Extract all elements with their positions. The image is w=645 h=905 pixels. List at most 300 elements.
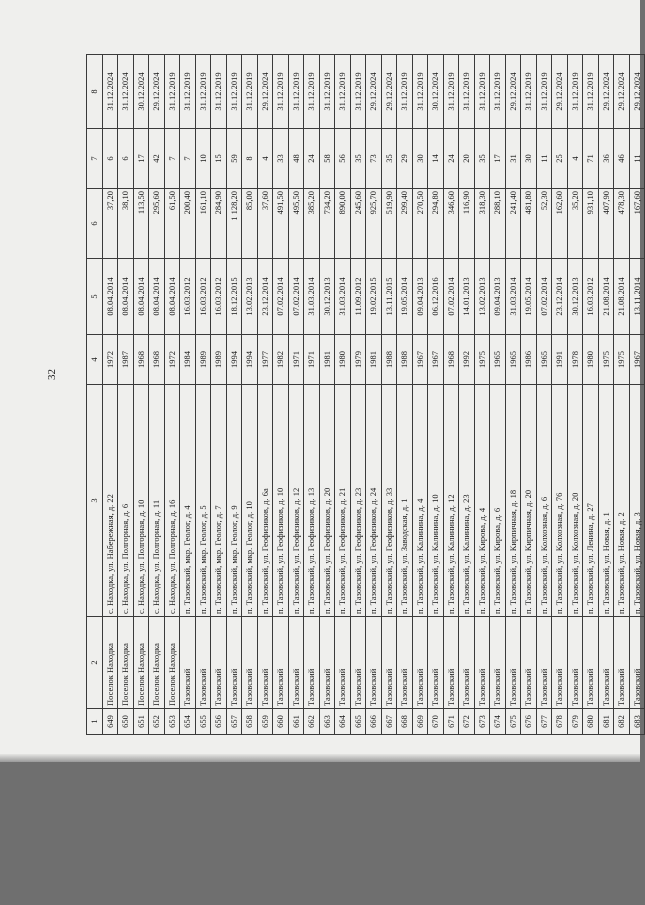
area-cell: 299,40 bbox=[397, 189, 413, 259]
settlement-cell: Тазовский bbox=[567, 617, 583, 709]
residents-cell: 14 bbox=[428, 129, 444, 189]
table-row bbox=[397, 55, 413, 735]
residents-cell: 4 bbox=[257, 129, 273, 189]
address-cell: п. Тазовский, ул. Геофизиков, д. 10 bbox=[273, 385, 289, 617]
address-cell: п. Тазовский, ул. Геофизиков, д. 20 bbox=[319, 385, 335, 617]
residents-cell: 59 bbox=[226, 129, 242, 189]
row-number-cell: 675 bbox=[505, 709, 521, 735]
row-number-cell: 664 bbox=[335, 709, 351, 735]
settlement-cell: Тазовский bbox=[536, 617, 552, 709]
build-year-cell: 1975 bbox=[598, 335, 614, 385]
row-number-cell: 654 bbox=[180, 709, 196, 735]
address-cell: п. Тазовский, ул. Калинина, д. 12 bbox=[443, 385, 459, 617]
area-cell: 519,90 bbox=[381, 189, 397, 259]
settlement-cell: Тазовский bbox=[490, 617, 506, 709]
deadline-cell: 31.12.2019 bbox=[304, 55, 320, 129]
build-year-cell: 1965 bbox=[490, 335, 506, 385]
table-row bbox=[102, 55, 118, 735]
row-number-cell: 672 bbox=[459, 709, 475, 735]
row-number-cell: 676 bbox=[521, 709, 537, 735]
row-number-cell: 650 bbox=[118, 709, 134, 735]
row-number-cell: 681 bbox=[598, 709, 614, 735]
deadline-cell: 31.12.2019 bbox=[180, 55, 196, 129]
build-year-cell: 1988 bbox=[381, 335, 397, 385]
row-number-cell: 667 bbox=[381, 709, 397, 735]
address-cell: п. Тазовский, ул. Калинина, д. 23 bbox=[459, 385, 475, 617]
row-number-cell: 678 bbox=[552, 709, 568, 735]
residents-cell: 35 bbox=[350, 129, 366, 189]
area-cell: 931,10 bbox=[583, 189, 599, 259]
build-year-cell: 1981 bbox=[366, 335, 382, 385]
residents-cell: 11 bbox=[629, 129, 645, 189]
area-cell: 481,80 bbox=[521, 189, 537, 259]
settlement-cell: Тазовский bbox=[505, 617, 521, 709]
row-number-cell: 668 bbox=[397, 709, 413, 735]
deadline-cell: 31.12.2019 bbox=[521, 55, 537, 129]
residents-cell: 10 bbox=[195, 129, 211, 189]
date-cell: 07.02.2014 bbox=[443, 259, 459, 335]
settlement-cell: Тазовский bbox=[273, 617, 289, 709]
deadline-cell: 31.12.2019 bbox=[490, 55, 506, 129]
residents-cell: 4 bbox=[567, 129, 583, 189]
address-cell: п. Тазовский, ул. Калинина, д. 10 bbox=[428, 385, 444, 617]
header-cell: 2 bbox=[87, 617, 103, 709]
table-row bbox=[490, 55, 506, 735]
residents-cell: 7 bbox=[164, 129, 180, 189]
address-cell: п. Тазовский, мкр. Геолог, д. 4 bbox=[180, 385, 196, 617]
residents-cell: 6 bbox=[118, 129, 134, 189]
residents-cell: 35 bbox=[474, 129, 490, 189]
date-cell: 07.02.2014 bbox=[273, 259, 289, 335]
table-row bbox=[319, 55, 335, 735]
settlement-cell: Тазовский bbox=[226, 617, 242, 709]
address-cell: п. Тазовский, ул. Кирова, д. 4 bbox=[474, 385, 490, 617]
build-year-cell: 1971 bbox=[304, 335, 320, 385]
table-row bbox=[598, 55, 614, 735]
table-row bbox=[567, 55, 583, 735]
row-number-cell: 662 bbox=[304, 709, 320, 735]
date-cell: 08.04.2014 bbox=[118, 259, 134, 335]
area-cell: 734,20 bbox=[319, 189, 335, 259]
row-number-cell: 683 bbox=[629, 709, 645, 735]
table-row bbox=[381, 55, 397, 735]
deadline-cell: 31.12.2019 bbox=[536, 55, 552, 129]
settlement-cell: Поселок Находка bbox=[149, 617, 165, 709]
deadline-cell: 29.12.2024 bbox=[614, 55, 630, 129]
table-row bbox=[583, 55, 599, 735]
deadline-cell: 29.12.2024 bbox=[629, 55, 645, 129]
settlement-cell: Тазовский bbox=[381, 617, 397, 709]
residents-cell: 25 bbox=[552, 129, 568, 189]
build-year-cell: 1992 bbox=[459, 335, 475, 385]
table-row bbox=[242, 55, 258, 735]
build-year-cell: 1967 bbox=[412, 335, 428, 385]
residents-cell: 30 bbox=[412, 129, 428, 189]
area-cell: 61,50 bbox=[164, 189, 180, 259]
settlement-cell: Тазовский bbox=[412, 617, 428, 709]
settlement-cell: Тазовский bbox=[598, 617, 614, 709]
table-row bbox=[195, 55, 211, 735]
address-cell: п. Тазовский, ул. Кирова, д. 6 bbox=[490, 385, 506, 617]
residents-cell: 71 bbox=[583, 129, 599, 189]
build-year-cell: 1967 bbox=[629, 335, 645, 385]
residents-cell: 36 bbox=[598, 129, 614, 189]
area-cell: 162,60 bbox=[552, 189, 568, 259]
row-number-cell: 677 bbox=[536, 709, 552, 735]
area-cell: 245,60 bbox=[350, 189, 366, 259]
residents-cell: 30 bbox=[521, 129, 537, 189]
build-year-cell: 1972 bbox=[102, 335, 118, 385]
deadline-cell: 29.12.2024 bbox=[552, 55, 568, 129]
row-number-cell: 660 bbox=[273, 709, 289, 735]
residents-cell: 17 bbox=[490, 129, 506, 189]
date-cell: 18.12.2015 bbox=[226, 259, 242, 335]
address-cell: п. Тазовский, мкр. Геолог, д. 7 bbox=[211, 385, 227, 617]
address-cell: п. Тазовский, ул. Новая, д. 1 bbox=[598, 385, 614, 617]
table-body bbox=[87, 55, 645, 735]
table-row bbox=[350, 55, 366, 735]
settlement-cell: Тазовский bbox=[474, 617, 490, 709]
build-year-cell: 1979 bbox=[350, 335, 366, 385]
settlement-cell: Тазовский bbox=[242, 617, 258, 709]
row-number-cell: 652 bbox=[149, 709, 165, 735]
table-row bbox=[133, 55, 149, 735]
build-year-cell: 1965 bbox=[536, 335, 552, 385]
address-cell: с. Находка, ул. Полгорная, д. 16 bbox=[164, 385, 180, 617]
settlement-cell: Поселок Находка bbox=[164, 617, 180, 709]
row-number-cell: 659 bbox=[257, 709, 273, 735]
residents-cell: 17 bbox=[133, 129, 149, 189]
address-cell: п. Тазовский, ул. Колхозная, д. 6 bbox=[536, 385, 552, 617]
address-cell: п. Тазовский, ул. Геофизиков, д. 13 bbox=[304, 385, 320, 617]
deadline-cell: 31.12.2019 bbox=[459, 55, 475, 129]
date-cell: 19.05.2014 bbox=[397, 259, 413, 335]
table-row bbox=[474, 55, 490, 735]
build-year-cell: 1968 bbox=[443, 335, 459, 385]
row-number-cell: 680 bbox=[583, 709, 599, 735]
build-year-cell: 1982 bbox=[273, 335, 289, 385]
address-cell: п. Тазовский, мкр. Геолог, д. 9 bbox=[226, 385, 242, 617]
area-cell: 161,10 bbox=[195, 189, 211, 259]
header-cell: 4 bbox=[87, 335, 103, 385]
build-year-cell: 1980 bbox=[335, 335, 351, 385]
area-cell: 52,30 bbox=[536, 189, 552, 259]
address-cell: с. Находка, ул. Полгорная, д. 11 bbox=[149, 385, 165, 617]
table-row bbox=[366, 55, 382, 735]
date-cell: 31.03.2014 bbox=[505, 259, 521, 335]
row-number-cell: 657 bbox=[226, 709, 242, 735]
build-year-cell: 1989 bbox=[195, 335, 211, 385]
date-cell: 08.04.2014 bbox=[133, 259, 149, 335]
build-year-cell: 1984 bbox=[180, 335, 196, 385]
address-cell: с. Находка, ул. Полгорная, д. 6 bbox=[118, 385, 134, 617]
date-cell: 13.02.2013 bbox=[474, 259, 490, 335]
deadline-cell: 29.12.2024 bbox=[381, 55, 397, 129]
date-cell: 21.08.2014 bbox=[598, 259, 614, 335]
residents-cell: 33 bbox=[273, 129, 289, 189]
date-cell: 31.03.2014 bbox=[304, 259, 320, 335]
row-number-cell: 670 bbox=[428, 709, 444, 735]
date-cell: 21.08.2014 bbox=[614, 259, 630, 335]
address-cell: п. Тазовский, ул. Новая, д. 3 bbox=[629, 385, 645, 617]
address-cell: п. Тазовский, ул. Геофизиков, д. 33 bbox=[381, 385, 397, 617]
deadline-cell: 31.12.2019 bbox=[195, 55, 211, 129]
row-number-cell: 671 bbox=[443, 709, 459, 735]
area-cell: 407,90 bbox=[598, 189, 614, 259]
area-cell: 294,80 bbox=[428, 189, 444, 259]
page-number: 32 bbox=[46, 369, 58, 380]
build-year-cell: 1968 bbox=[149, 335, 165, 385]
settlement-cell: Тазовский bbox=[195, 617, 211, 709]
settlement-cell: Тазовский bbox=[443, 617, 459, 709]
settlement-cell: Тазовский bbox=[335, 617, 351, 709]
address-cell: п. Тазовский, ул. Геофизиков, д. 6а bbox=[257, 385, 273, 617]
table-row bbox=[118, 55, 134, 735]
deadline-cell: 29.12.2024 bbox=[257, 55, 273, 129]
residents-cell: 42 bbox=[149, 129, 165, 189]
row-number-cell: 663 bbox=[319, 709, 335, 735]
deadline-cell: 30.12.2024 bbox=[428, 55, 444, 129]
deadline-cell: 31.12.2019 bbox=[288, 55, 304, 129]
settlement-cell: Тазовский bbox=[428, 617, 444, 709]
row-number-cell: 666 bbox=[366, 709, 382, 735]
address-cell: п. Тазовский, ул. Кирпичная, д. 18 bbox=[505, 385, 521, 617]
build-year-cell: 1971 bbox=[288, 335, 304, 385]
residents-cell: 20 bbox=[459, 129, 475, 189]
date-cell: 16.03.2012 bbox=[211, 259, 227, 335]
area-cell: 385,20 bbox=[304, 189, 320, 259]
deadline-cell: 31.12.2019 bbox=[226, 55, 242, 129]
build-year-cell: 1975 bbox=[474, 335, 490, 385]
header-row bbox=[87, 55, 103, 735]
date-cell: 19.05.2014 bbox=[521, 259, 537, 335]
table-row bbox=[552, 55, 568, 735]
deadline-cell: 30.12.2024 bbox=[133, 55, 149, 129]
residents-cell: 7 bbox=[180, 129, 196, 189]
residents-cell: 31 bbox=[505, 129, 521, 189]
date-cell: 09.04.2013 bbox=[412, 259, 428, 335]
settlement-cell: Тазовский bbox=[397, 617, 413, 709]
date-cell: 07.02.2014 bbox=[288, 259, 304, 335]
date-cell: 09.04.2013 bbox=[490, 259, 506, 335]
table-row bbox=[304, 55, 320, 735]
address-cell: с. Находка, ул. Полгорная, д. 10 bbox=[133, 385, 149, 617]
address-cell: п. Тазовский, мкр. Геолог, д. 10 bbox=[242, 385, 258, 617]
date-cell: 14.01.2013 bbox=[459, 259, 475, 335]
build-year-cell: 1994 bbox=[242, 335, 258, 385]
deadline-cell: 31.12.2024 bbox=[102, 55, 118, 129]
settlement-cell: Тазовский bbox=[319, 617, 335, 709]
build-year-cell: 1972 bbox=[164, 335, 180, 385]
build-year-cell: 1975 bbox=[614, 335, 630, 385]
residents-cell: 48 bbox=[288, 129, 304, 189]
table-row bbox=[149, 55, 165, 735]
deadline-cell: 31.12.2019 bbox=[567, 55, 583, 129]
settlement-cell: Тазовский bbox=[211, 617, 227, 709]
build-year-cell: 1989 bbox=[211, 335, 227, 385]
area-cell: 35,20 bbox=[567, 189, 583, 259]
deadline-cell: 31.12.2019 bbox=[335, 55, 351, 129]
address-cell: п. Тазовский, ул. Геофизиков, д. 23 bbox=[350, 385, 366, 617]
row-number-cell: 653 bbox=[164, 709, 180, 735]
table-row bbox=[629, 55, 645, 735]
deadline-cell: 31.12.2019 bbox=[443, 55, 459, 129]
table-row bbox=[505, 55, 521, 735]
deadline-cell: 31.12.2019 bbox=[474, 55, 490, 129]
address-cell: п. Тазовский, мкр. Геолог, д. 5 bbox=[195, 385, 211, 617]
row-number-cell: 651 bbox=[133, 709, 149, 735]
date-cell: 08.04.2014 bbox=[102, 259, 118, 335]
build-year-cell: 1988 bbox=[397, 335, 413, 385]
deadline-cell: 29.12.2024 bbox=[598, 55, 614, 129]
table-row bbox=[412, 55, 428, 735]
row-number-cell: 655 bbox=[195, 709, 211, 735]
row-number-cell: 669 bbox=[412, 709, 428, 735]
settlement-cell: Тазовский bbox=[583, 617, 599, 709]
area-cell: 925,70 bbox=[366, 189, 382, 259]
date-cell: 08.04.2014 bbox=[149, 259, 165, 335]
area-cell: 200,40 bbox=[180, 189, 196, 259]
area-cell: 478,30 bbox=[614, 189, 630, 259]
deadline-cell: 31.12.2024 bbox=[118, 55, 134, 129]
date-cell: 23.12.2014 bbox=[257, 259, 273, 335]
settlement-cell: Поселок Находка bbox=[102, 617, 118, 709]
residents-cell: 46 bbox=[614, 129, 630, 189]
area-cell: 284,90 bbox=[211, 189, 227, 259]
settlement-cell: Тазовский bbox=[304, 617, 320, 709]
deadline-cell: 31.12.2019 bbox=[273, 55, 289, 129]
deadline-cell: 29.12.2024 bbox=[149, 55, 165, 129]
address-cell: п. Тазовский, ул. Калинина, д. 4 bbox=[412, 385, 428, 617]
settlement-cell: Тазовский bbox=[180, 617, 196, 709]
area-cell: 37,20 bbox=[102, 189, 118, 259]
deadline-cell: 31.12.2019 bbox=[242, 55, 258, 129]
address-cell: п. Тазовский, ул. Колхозная, д. 20 bbox=[567, 385, 583, 617]
housing-table bbox=[86, 54, 645, 735]
settlement-cell: Тазовский bbox=[288, 617, 304, 709]
area-cell: 113,50 bbox=[133, 189, 149, 259]
header-cell: 8 bbox=[87, 55, 103, 129]
deadline-cell: 31.12.2019 bbox=[211, 55, 227, 129]
table-row bbox=[335, 55, 351, 735]
date-cell: 31.03.2014 bbox=[335, 259, 351, 335]
build-year-cell: 1968 bbox=[133, 335, 149, 385]
residents-cell: 24 bbox=[304, 129, 320, 189]
date-cell: 23.12.2014 bbox=[552, 259, 568, 335]
residents-cell: 29 bbox=[397, 129, 413, 189]
header-cell: 1 bbox=[87, 709, 103, 735]
table-row bbox=[211, 55, 227, 735]
date-cell: 11.09.2012 bbox=[350, 259, 366, 335]
residents-cell: 11 bbox=[536, 129, 552, 189]
row-number-cell: 679 bbox=[567, 709, 583, 735]
residents-cell: 35 bbox=[381, 129, 397, 189]
date-cell: 08.04.2014 bbox=[164, 259, 180, 335]
settlement-cell: Тазовский bbox=[521, 617, 537, 709]
settlement-cell: Тазовский bbox=[459, 617, 475, 709]
date-cell: 16.03.2012 bbox=[195, 259, 211, 335]
date-cell: 13.11.2014 bbox=[629, 259, 645, 335]
build-year-cell: 1987 bbox=[118, 335, 134, 385]
deadline-cell: 29.12.2024 bbox=[505, 55, 521, 129]
build-year-cell: 1965 bbox=[505, 335, 521, 385]
date-cell: 19.02.2015 bbox=[366, 259, 382, 335]
deadline-cell: 31.12.2019 bbox=[350, 55, 366, 129]
table-row bbox=[428, 55, 444, 735]
residents-cell: 24 bbox=[443, 129, 459, 189]
area-cell: 1 128,20 bbox=[226, 189, 242, 259]
date-cell: 07.02.2014 bbox=[536, 259, 552, 335]
area-cell: 495,50 bbox=[288, 189, 304, 259]
date-cell: 16.03.2012 bbox=[180, 259, 196, 335]
date-cell: 30.12.2013 bbox=[319, 259, 335, 335]
residents-cell: 58 bbox=[319, 129, 335, 189]
address-cell: п. Тазовский, ул. Новая, д. 2 bbox=[614, 385, 630, 617]
address-cell: п. Тазовский, ул. Геофизиков, д. 21 bbox=[335, 385, 351, 617]
table-row bbox=[521, 55, 537, 735]
settlement-cell: Поселок Находка bbox=[118, 617, 134, 709]
address-cell: с. Находка, ул. Набережная, д. 22 bbox=[102, 385, 118, 617]
settlement-cell: Тазовский bbox=[366, 617, 382, 709]
header-cell: 5 bbox=[87, 259, 103, 335]
area-cell: 37,60 bbox=[257, 189, 273, 259]
deadline-cell: 29.12.2024 bbox=[366, 55, 382, 129]
address-cell: п. Тазовский, ул. Геофизиков, д. 24 bbox=[366, 385, 382, 617]
deadline-cell: 31.12.2019 bbox=[412, 55, 428, 129]
header-cell: 7 bbox=[87, 129, 103, 189]
deadline-cell: 31.12.2019 bbox=[397, 55, 413, 129]
table-row bbox=[459, 55, 475, 735]
area-cell: 346,60 bbox=[443, 189, 459, 259]
table-row bbox=[180, 55, 196, 735]
deadline-cell: 31.12.2019 bbox=[583, 55, 599, 129]
area-cell: 890,00 bbox=[335, 189, 351, 259]
address-cell: п. Тазовский, ул. Заводская, д. 1 bbox=[397, 385, 413, 617]
area-cell: 167,60 bbox=[629, 189, 645, 259]
build-year-cell: 1977 bbox=[257, 335, 273, 385]
settlement-cell: Тазовский bbox=[350, 617, 366, 709]
area-cell: 295,60 bbox=[149, 189, 165, 259]
residents-cell: 15 bbox=[211, 129, 227, 189]
settlement-cell: Тазовский bbox=[629, 617, 645, 709]
row-number-cell: 674 bbox=[490, 709, 506, 735]
address-cell: п. Тазовский, ул. Геофизиков, д. 12 bbox=[288, 385, 304, 617]
residents-cell: 56 bbox=[335, 129, 351, 189]
table-row bbox=[273, 55, 289, 735]
address-cell: п. Тазовский, ул. Кирпичная, д. 20 bbox=[521, 385, 537, 617]
build-year-cell: 1991 bbox=[552, 335, 568, 385]
table-row bbox=[536, 55, 552, 735]
row-number-cell: 665 bbox=[350, 709, 366, 735]
build-year-cell: 1994 bbox=[226, 335, 242, 385]
table-row bbox=[614, 55, 630, 735]
date-cell: 13.02.2013 bbox=[242, 259, 258, 335]
table-row bbox=[257, 55, 273, 735]
area-cell: 491,50 bbox=[273, 189, 289, 259]
area-cell: 241,40 bbox=[505, 189, 521, 259]
row-number-cell: 658 bbox=[242, 709, 258, 735]
residents-cell: 6 bbox=[102, 129, 118, 189]
date-cell: 06.12.2016 bbox=[428, 259, 444, 335]
table-row bbox=[164, 55, 180, 735]
address-cell: п. Тазовский, ул. Колхозная, д. 76 bbox=[552, 385, 568, 617]
build-year-cell: 1978 bbox=[567, 335, 583, 385]
row-number-cell: 682 bbox=[614, 709, 630, 735]
settlement-cell: Поселок Находка bbox=[133, 617, 149, 709]
date-cell: 13.11.2015 bbox=[381, 259, 397, 335]
build-year-cell: 1980 bbox=[583, 335, 599, 385]
area-cell: 318,30 bbox=[474, 189, 490, 259]
